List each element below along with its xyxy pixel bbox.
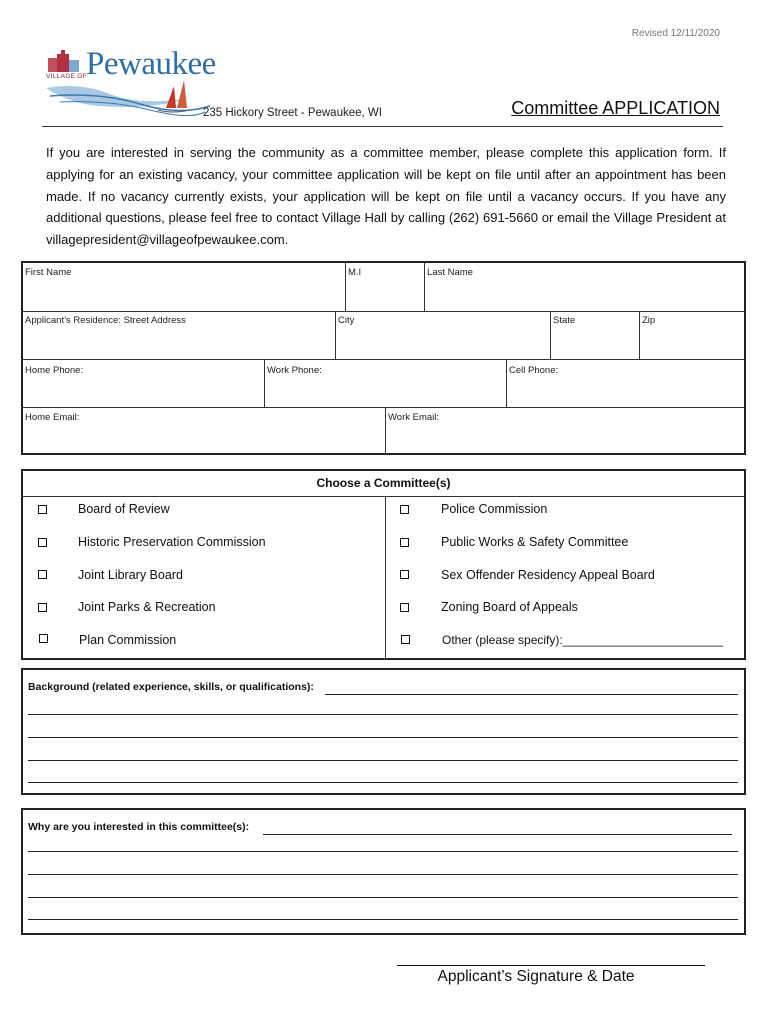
option-plan-commission: Plan Commission	[79, 633, 177, 647]
committee-section-title: Choose a Committee(s)	[316, 476, 451, 490]
logo-village-text: VILLAGE OF	[46, 73, 87, 80]
committee-selection	[21, 469, 746, 660]
interest-answer-line[interactable]	[28, 874, 738, 875]
interest-section	[21, 808, 746, 935]
background-answer-line[interactable]	[28, 714, 738, 715]
background-label: Background (related experience, skills, or qualifications):	[28, 681, 314, 693]
checkbox-historic-preservation[interactable]	[38, 538, 47, 547]
option-police-commission: Police Commission	[441, 502, 548, 516]
background-answer-line[interactable]	[325, 694, 738, 695]
checkbox-sex-offender-board[interactable]	[400, 570, 409, 579]
zip-field[interactable]: Zip	[642, 315, 656, 326]
background-answer-line[interactable]	[28, 760, 738, 761]
page-title: Committee APPLICATION	[511, 98, 720, 118]
checkbox-joint-library-board[interactable]	[38, 570, 47, 579]
cell-phone-field[interactable]: Cell Phone:	[509, 365, 559, 376]
work-email-field[interactable]: Work Email:	[388, 412, 440, 423]
city-field[interactable]: City	[338, 315, 355, 326]
option-joint-parks: Joint Parks & Recreation	[78, 600, 216, 614]
address: 235 Hickory Street - Pewaukee, WI	[203, 107, 382, 119]
interest-answer-line[interactable]	[28, 919, 738, 920]
checkbox-joint-parks[interactable]	[38, 603, 47, 612]
home-phone-field[interactable]: Home Phone:	[25, 365, 84, 376]
background-section	[21, 668, 746, 795]
signature-label: Applicant’s Signature & Date	[437, 968, 635, 985]
background-answer-line[interactable]	[28, 782, 738, 783]
checkbox-police-commission[interactable]	[400, 505, 409, 514]
option-historic-preservation: Historic Preservation Commission	[78, 535, 266, 549]
option-sex-offender-board: Sex Offender Residency Appeal Board	[441, 568, 655, 582]
interest-answer-line[interactable]	[28, 851, 738, 852]
signature-line[interactable]	[397, 965, 705, 966]
checkbox-plan-commission[interactable]	[39, 634, 48, 643]
option-other: Other (please specify):________________________	[442, 633, 723, 647]
applicant-info-table	[21, 261, 746, 455]
interest-label: Why are you interested in this committee(s):	[28, 821, 250, 833]
checkbox-public-works[interactable]	[400, 538, 409, 547]
option-joint-library-board: Joint Library Board	[78, 568, 183, 582]
checkbox-other[interactable]	[401, 635, 410, 644]
checkbox-board-of-review[interactable]	[38, 505, 47, 514]
mi-field[interactable]: M.I	[348, 267, 362, 278]
header-divider	[42, 126, 723, 127]
revised-date: Revised 12/11/2020	[631, 28, 720, 39]
option-public-works: Public Works & Safety Committee	[441, 535, 629, 549]
checkbox-zoning-board[interactable]	[400, 603, 409, 612]
last-name-field[interactable]: Last Name	[427, 267, 473, 278]
interest-answer-line[interactable]	[263, 834, 732, 835]
state-field[interactable]: State	[553, 315, 576, 326]
background-answer-line[interactable]	[28, 737, 738, 738]
option-board-of-review: Board of Review	[78, 502, 170, 516]
interest-answer-line[interactable]	[28, 897, 738, 898]
option-zoning-board: Zoning Board of Appeals	[441, 600, 578, 614]
street-address-field[interactable]: Applicant’s Residence: Street Address	[25, 315, 186, 326]
first-name-field[interactable]: First Name	[25, 267, 72, 278]
work-phone-field[interactable]: Work Phone:	[267, 365, 322, 376]
logo-wordmark: Pewaukee	[86, 46, 216, 82]
home-email-field[interactable]: Home Email:	[25, 412, 80, 423]
intro-paragraph: If you are interested in serving the community as a committee member, please complete this application form. If applying for an existing vacancy, your committee application will be kept on file until after an appointment has been made. If no vacancy currently exists, your application will be kept on file until a vacancy occurs. If you have any additional questions, please feel free to contact Village Hall by calling (262) 691-5660 or email the Village President at villagepresident@villageofpewaukee.com.	[46, 145, 726, 248]
